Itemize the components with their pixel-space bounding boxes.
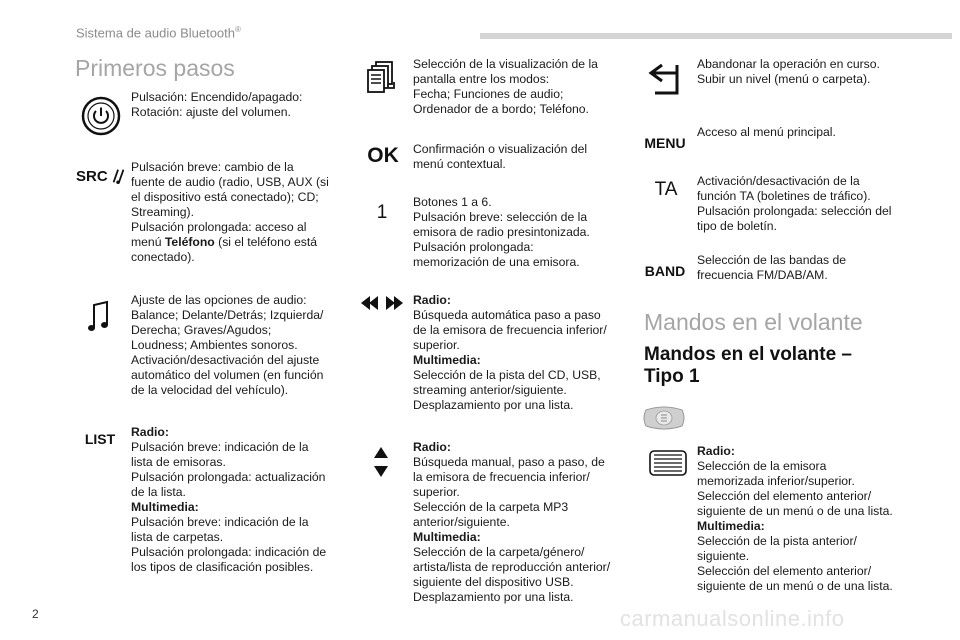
ta-description: Activación/desactivación de la función TA (boletines de tráfico). Pulsación prolongada: selección del tipo de boletín. <box>697 174 892 233</box>
section-title-primeros-pasos: Primeros pasos <box>75 55 235 81</box>
band-description: Selección de las bandas de frecuencia FM/DAB/AM. <box>697 253 847 282</box>
back-description: Abandonar la operación en curso. Subir un nivel (menú o carpeta). <box>697 57 880 86</box>
subsection-title-tipo-1: Mandos en el volante – Tipo 1 <box>644 344 852 387</box>
preset-buttons-description: Botones 1 a 6. Pulsación breve: selección de la emisora de radio presintonizada. Pulsación prolongada: memorización de una emisora. <box>413 195 590 269</box>
thumbwheel-icon <box>648 448 688 478</box>
page-header-title: Sistema de audio Bluetooth® <box>76 25 241 41</box>
page-number: 2 <box>32 607 39 621</box>
up-down-arrows-icon <box>371 444 391 480</box>
power-description: Pulsación: Encendido/apagado: Rotación: ajuste del volumen. <box>131 90 303 119</box>
display-mode-icon <box>366 60 398 94</box>
watermark: carmanualsonline.info <box>620 606 845 631</box>
src-description: Pulsación breve: cambio de la fuente de audio (radio, USB, AUX (si el dispositivo está conectado); CD; Streaming). Pulsación prolongada: acceso al menú Teléfono (si el teléfono está conectado). <box>131 160 329 264</box>
src-button-icon: SRC <box>76 164 124 188</box>
header-rule <box>480 33 952 39</box>
seek-arrows-icon <box>358 293 406 313</box>
band-button-icon: BAND <box>644 263 686 279</box>
menu-button-icon: MENU <box>644 135 686 151</box>
power-knob-icon <box>79 94 123 138</box>
audio-description: Ajuste de las opciones de audio: Balance; Delante/Detrás; Izquierda/ Derecha; Graves/Agudos; Loudness; Ambientes sonoros. Activación/desactivación del ajuste automático del volumen (en función de la velocidad del vehículo). <box>131 293 324 397</box>
ok-button-icon: OK <box>367 144 399 167</box>
ok-description: Confirmación o visualización del menú contextual. <box>413 142 588 171</box>
list-button-icon: LIST <box>84 431 116 447</box>
audio-settings-icon <box>86 300 112 334</box>
up-down-description: Radio: Búsqueda manual, paso a paso, de la emisora de frecuencia inferior/ superior. Selección de la carpeta MP3 anterior/siguiente. Multimedia: Selección de la carpeta/género/ artista/lista de reproducción anterior/ siguiente del dispositivo USB. Desplazamiento por una lista. <box>413 440 611 604</box>
menu-description: Acceso al menú principal. <box>697 125 836 139</box>
preset-button-icon: 1 <box>376 202 388 223</box>
steering-wheel-control-image <box>640 404 688 432</box>
display-mode-description: Selección de la visualización de la pantalla entre los modos: Fecha; Funciones de audio; Ordenador de a bordo; Teléfono. <box>413 57 598 116</box>
back-arrow-icon <box>646 60 686 100</box>
list-description: Radio: Pulsación breve: indicación de la lista de emisoras. Pulsación prolongada: actualización de la lista. Multimedia: Pulsación breve: indicación de la lista de carpetas. Pulsación prolongada: indicación de los tipos de clasificación posibles. <box>131 425 327 574</box>
section-title-mandos-volante: Mandos en el volante <box>644 309 863 335</box>
seek-description: Radio: Búsqueda automática paso a paso de la emisora de frecuencia inferior/ superior. Multimedia: Selección de la pista del CD, USB, streaming anterior/siguiente. Desplazamiento por una lista. <box>413 293 607 412</box>
ta-button-icon: TA <box>654 179 678 200</box>
thumbwheel-description: Radio: Selección de la emisora memorizada inferior/superior. Selección del elemento anterior/ siguiente de un menú o de una lista. Multimedia: Selección de la pista anterior/ siguiente. Selección del elemento anterior/ siguiente de un menú o de una lista. <box>697 444 893 593</box>
